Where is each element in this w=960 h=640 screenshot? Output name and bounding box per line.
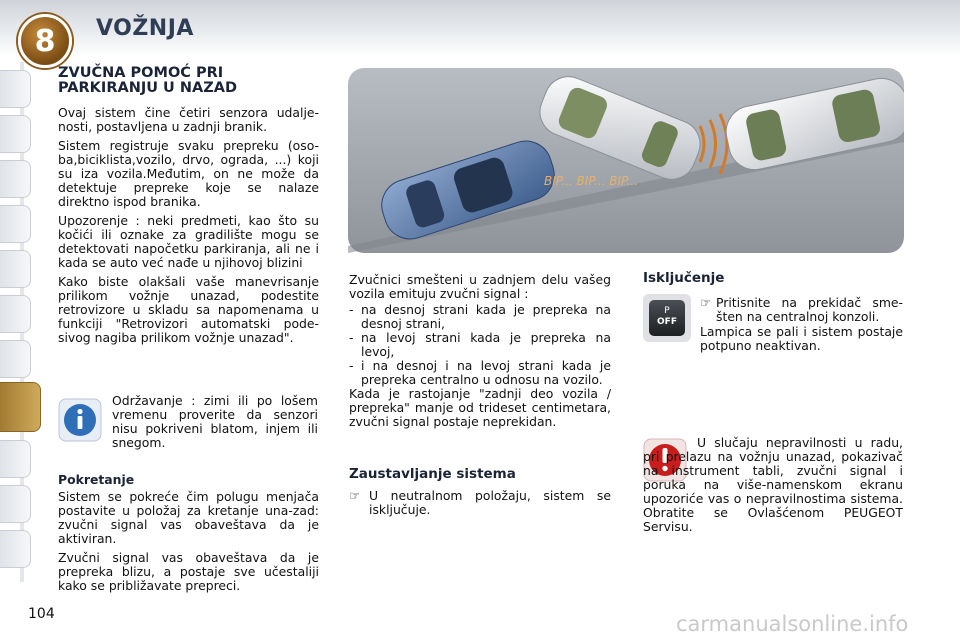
list-item: - i na desnoj i na levoj strani kada je prepreka centralno u odnosu na vozilo. [349,358,611,387]
bullet-marker-icon: ☞ [700,295,712,310]
distance-text: Kada je rastojanje "zadnji deo vozila / prepreka" manje od trideset centimetara, zvučni signal postaje neprekidan. [349,386,611,429]
off-title: Isključenje [643,270,725,286]
side-tab-11[interactable] [0,530,31,568]
section-title-line2: PARKIRANJU U NAZAD [58,80,238,96]
side-tab-2[interactable] [0,115,31,153]
section-title [58,66,328,96]
side-tab-3[interactable] [0,160,31,198]
speaker-intro: Zvučnici smešteni u zadnjem delu vašeg vozila emituju zvučni signal : [349,272,611,301]
list-item: - na levoj strani kada je prepreka na levoj, [349,330,611,359]
side-tab-7[interactable] [0,340,31,378]
chapter-title: VOŽNJA [96,16,194,41]
list-item: - na desnoj strani kada je prepreka na desnoj strani, [349,302,611,331]
off-bullet: ☞ Pritisnite na prekidač sme-šten na centralnoj konzoli. [700,295,903,324]
start-title: Pokretanje [58,472,135,487]
info-icon [58,398,102,442]
parking-illustration [348,68,904,253]
bullet-marker-icon: ☞ [349,488,361,503]
side-tab-6[interactable] [0,295,31,333]
section-title-line1: ZVUČNA POMOĆ PRI [58,65,224,81]
beep-label: BIP... BIP... BIP... [544,174,639,188]
paragraph-mirrors: Kako biste olakšali vaše manevrisanje prilikom vožnje unazad, podestite retrovizore u skladu sa napomenama u funkciji "Retrovizori automatski pode-sivog nagiba prilikom vožnje unazad". [58,274,319,345]
side-tab-9[interactable] [0,440,31,478]
side-tab-active[interactable] [0,382,41,432]
paragraph-warning: Upozorenje : neki predmeti, kao što su kočići ili oznake za gradilište mogu se detektovati napočetku parkiranja, ali ne i kada se auto već nađe u njihovoj blizini [58,213,319,270]
paragraph-detection: Sistem registruje svaku prepreku (oso-ba,biciklista,vozilo, drvo, ograda, ...) koji su iza vozila.Međutim, on ne može da detektuje prepreke koje se nalaze direktno ispod branika. [58,138,319,209]
side-tab-5[interactable] [0,250,31,288]
watermark: carmanualsonline.info [676,612,909,636]
intro-text [58,106,319,350]
maintenance-note: Održavanje : zimi ili po lošem vremenu proverite da senzori nisu pokriveni blatom, injem ili snegom. [112,393,318,450]
park-assist-button-frame [643,294,691,342]
page-number: 104 [28,606,55,622]
side-tab-1[interactable] [0,70,31,108]
chapter-badge: 8 [18,14,72,68]
off-text: Lampica se pali i sistem postaje potpuno neaktivan. [700,324,903,353]
start-paragraph-1: Sistem se pokreće čim polugu menjača postavite u položaj za kretanje una-zad: zvučni signal vas obaveštava da je aktiviran. [58,489,319,546]
speaker-text [349,273,611,434]
side-tab-4[interactable] [0,205,31,243]
side-tab-10[interactable] [0,485,31,523]
warning-text: U slučaju nepravilnosti u radu, pri prelazu na vožnju unazad, pokazivač na instrument tabli, zvučni signal i poruka na više-namenskom ekranu upozoriće vas o nepravilnostima sistema. Obratite se Ovlašćenom PEUGEOT Servisu. [643,435,903,534]
park-assist-off-button[interactable]: P OFF [649,300,685,336]
start-paragraph-2: Zvučni signal vas obaveštava da je prepreka blizu, a postaje sve učestaliji kako se približavate prepreci. [58,550,319,593]
stop-title: Zaustavljanje sistema [349,466,516,482]
start-text [58,490,319,598]
paragraph-sensors: Ovaj sistem čine četiri senzora udalje-nosti, postavljena u zadnji branik. [58,105,319,134]
stop-bullet: ☞ U neutralnom položaju, sistem se isključuje. [349,488,611,517]
